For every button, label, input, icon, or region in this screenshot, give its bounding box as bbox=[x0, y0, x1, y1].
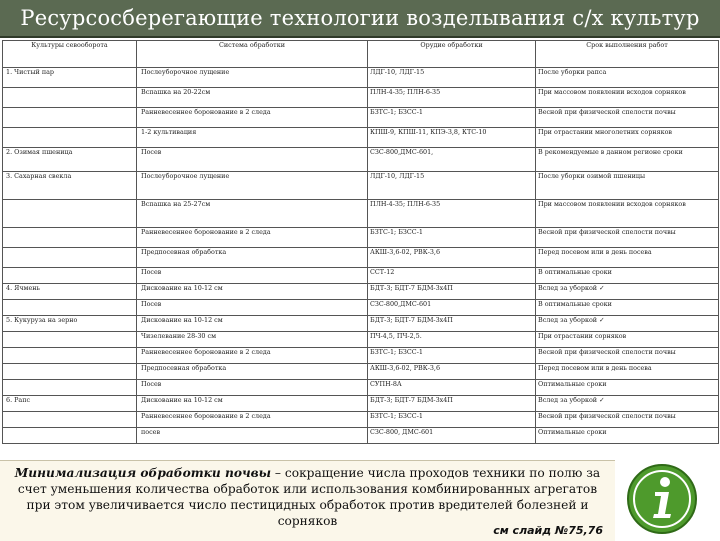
cell-crop bbox=[3, 332, 137, 348]
slide-reference: см слайд №75,76 bbox=[493, 524, 603, 537]
cell-system: Предпосевная обработка bbox=[137, 248, 368, 268]
table-header-row bbox=[3, 41, 719, 68]
cell-tool: ЛДГ-10, ЛДГ-15 bbox=[368, 172, 536, 200]
cell-term: Оптимальные сроки bbox=[536, 380, 719, 396]
table-row bbox=[3, 268, 719, 284]
header-term: Срок выполнения работ bbox=[536, 41, 719, 68]
cell-tool: АКШ-3,6-02, РВК-3,6 bbox=[368, 364, 536, 380]
cell-system: Ранневесеннее боронование в 2 следа bbox=[137, 108, 368, 128]
cell-tool: ССТ-12 bbox=[368, 268, 536, 284]
cell-system: Вспашка на 25-27см bbox=[137, 200, 368, 228]
cell-crop bbox=[3, 428, 137, 444]
cell-crop bbox=[3, 108, 137, 128]
table-row bbox=[3, 332, 719, 348]
info-icon bbox=[625, 462, 699, 536]
cell-tool: ЛДГ-10, ЛДГ-15 bbox=[368, 68, 536, 88]
cell-crop bbox=[3, 248, 137, 268]
cell-crop bbox=[3, 364, 137, 380]
table-row bbox=[3, 128, 719, 148]
cell-system: Послеуборочное лущение bbox=[137, 68, 368, 88]
cell-tool: БЗТС-1; БЗСС-1 bbox=[368, 228, 536, 248]
cell-crop: 3. Сахарная свекла bbox=[3, 172, 137, 200]
cell-term: Весной при физической спелости почвы bbox=[536, 348, 719, 364]
cell-tool: СЗС-800,ДМС-601 bbox=[368, 300, 536, 316]
table-row bbox=[3, 68, 719, 88]
title-bar bbox=[0, 0, 720, 38]
cell-term: Вслед за уборкой ✓ bbox=[536, 396, 719, 412]
table-row bbox=[3, 364, 719, 380]
cell-system: Посев bbox=[137, 380, 368, 396]
cell-system: Ранневесеннее боронование в 2 следа bbox=[137, 412, 368, 428]
table-row bbox=[3, 300, 719, 316]
cell-crop bbox=[3, 88, 137, 108]
header-tool: Орудие обработки bbox=[368, 41, 536, 68]
cell-tool: ПЧ-4,5, ПЧ-2,5. bbox=[368, 332, 536, 348]
cell-term: После уборки рапса bbox=[536, 68, 719, 88]
cell-tool: БЗТС-1; БЗСС-1 bbox=[368, 348, 536, 364]
cell-crop: 2. Озимая пшеница bbox=[3, 148, 137, 172]
cell-system: Предпосевная обработка bbox=[137, 364, 368, 380]
table-row bbox=[3, 88, 719, 108]
cell-system: Посев bbox=[137, 300, 368, 316]
cell-term: При массовом появлении всходов сорняков bbox=[536, 200, 719, 228]
cell-crop: 1. Чистый пар bbox=[3, 68, 137, 88]
cell-tool: СУПН-8А bbox=[368, 380, 536, 396]
cell-system: Дискование на 10-12 см bbox=[137, 316, 368, 332]
cell-crop bbox=[3, 268, 137, 284]
cell-tool: БЗТС-1; БЗСС-1 bbox=[368, 108, 536, 128]
cell-system: Ранневесеннее боронование в 2 следа bbox=[137, 348, 368, 364]
cell-crop bbox=[3, 380, 137, 396]
cell-term: Перед посевом или в день посева bbox=[536, 364, 719, 380]
cell-crop: 5. Кукуруза на зерно bbox=[3, 316, 137, 332]
cell-crop bbox=[3, 128, 137, 148]
cell-crop bbox=[3, 412, 137, 428]
cell-term: Вслед за уборкой ✓ bbox=[536, 316, 719, 332]
cell-term: При массовом появлении всходов сорняков bbox=[536, 88, 719, 108]
cell-term: В рекомендуемые в данном регионе сроки bbox=[536, 148, 719, 172]
table-row bbox=[3, 396, 719, 412]
table-row bbox=[3, 148, 719, 172]
cell-term: Перед посевом или в день посева bbox=[536, 248, 719, 268]
cell-term: Весной при физической спелости почвы bbox=[536, 412, 719, 428]
table-row bbox=[3, 172, 719, 200]
cell-system: Чизелевание 28-30 см bbox=[137, 332, 368, 348]
cell-system: посев bbox=[137, 428, 368, 444]
cell-term: В оптимальные сроки bbox=[536, 300, 719, 316]
cell-system: Посев bbox=[137, 268, 368, 284]
table-row bbox=[3, 248, 719, 268]
cell-term: Вслед за уборкой ✓ bbox=[536, 284, 719, 300]
cell-tool: СЗС-800, ДМС-601 bbox=[368, 428, 536, 444]
header-system: Система обработки bbox=[137, 41, 368, 68]
cell-system: Послеуборочное лущение bbox=[137, 172, 368, 200]
cell-system: Ранневесеннее боронование в 2 следа bbox=[137, 228, 368, 248]
cell-system: Дискование на 10-12 см bbox=[137, 284, 368, 300]
cell-system: Посев bbox=[137, 148, 368, 172]
note-box bbox=[0, 460, 615, 541]
cell-crop: 4. Ячмень bbox=[3, 284, 137, 300]
cell-tool: АКШ-3,6-02, РВК-3,6 bbox=[368, 248, 536, 268]
cell-tool: СЗС-800,ДМС-601, bbox=[368, 148, 536, 172]
cell-tool: БДТ-3; БДТ-7 БДМ-3х4П bbox=[368, 284, 536, 300]
cell-tool: ПЛН-4-35; ПЛН-6-35 bbox=[368, 200, 536, 228]
cell-system: Вспашка на 20-22см bbox=[137, 88, 368, 108]
cell-term: После уборки озимой пшеницы bbox=[536, 172, 719, 200]
table-row bbox=[3, 380, 719, 396]
cell-crop bbox=[3, 348, 137, 364]
table-row bbox=[3, 348, 719, 364]
cell-system: 1-2 культивация bbox=[137, 128, 368, 148]
table-row bbox=[3, 228, 719, 248]
header-crop: Культуры севооборота bbox=[3, 41, 137, 68]
cell-crop: 6. Рапс bbox=[3, 396, 137, 412]
table-row bbox=[3, 412, 719, 428]
table-row bbox=[3, 108, 719, 128]
cell-term: В оптимальные сроки bbox=[536, 268, 719, 284]
cell-tool: ПЛН-4-35; ПЛН-6-35 bbox=[368, 88, 536, 108]
note-term: Минимализация обработки почвы bbox=[14, 466, 272, 480]
cell-term: Весной при физической спелости почвы bbox=[536, 108, 719, 128]
cell-term: Весной при физической спелости почвы bbox=[536, 228, 719, 248]
cell-tool: БДТ-3; БДТ-7 БДМ-3х4П bbox=[368, 396, 536, 412]
cell-system: Дискование на 10-12 см bbox=[137, 396, 368, 412]
note-text bbox=[0, 461, 615, 529]
technology-table bbox=[2, 40, 719, 444]
cell-term: При отрастании сорняков bbox=[536, 332, 719, 348]
table-row bbox=[3, 284, 719, 300]
table-row bbox=[3, 316, 719, 332]
note-body: – сокращение числа проходов техники по полю за счет уменьшения количества обработок или использования комбинированных агрегатов при этом увеличивается число пестицидных обработок против вредителей болезней и сорняков bbox=[17, 466, 601, 528]
cell-tool: БДТ-3; БДТ-7 БДМ-3х4П bbox=[368, 316, 536, 332]
table-row bbox=[3, 200, 719, 228]
cell-tool: КПШ-9, КПШ-11, КПЭ-3,8, КТС-10 bbox=[368, 128, 536, 148]
cell-term: При отрастании многолетних сорняков bbox=[536, 128, 719, 148]
cell-crop bbox=[3, 228, 137, 248]
cell-crop bbox=[3, 200, 137, 228]
cell-tool: БЗТС-1; БЗСС-1 bbox=[368, 412, 536, 428]
page-title: Ресурсосберегающие технологии возделывания с/х культур bbox=[20, 6, 700, 30]
cell-term: Оптимальные сроки bbox=[536, 428, 719, 444]
table-row bbox=[3, 428, 719, 444]
table-body bbox=[3, 68, 719, 444]
cell-crop bbox=[3, 300, 137, 316]
